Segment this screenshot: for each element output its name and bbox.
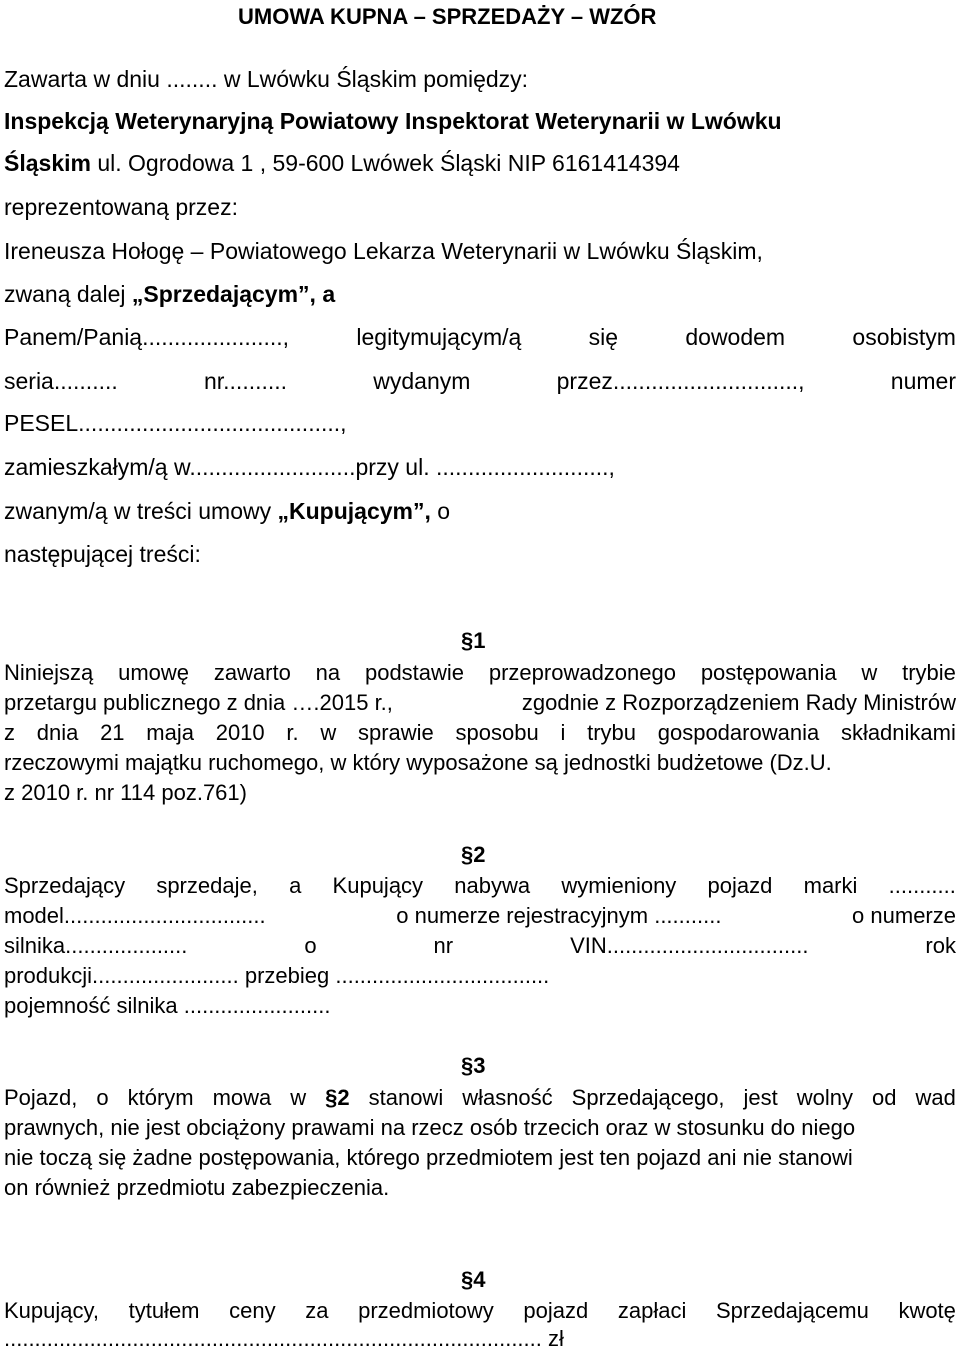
word: wydanym (373, 368, 471, 394)
word: dowodem (685, 324, 786, 350)
word: 21 (100, 720, 125, 745)
buyer-alias-line (4, 498, 450, 524)
word: przedmiotowy (358, 1298, 494, 1323)
id-series-line (4, 368, 956, 394)
word: w (861, 660, 878, 685)
word: się (588, 324, 619, 350)
seller-name-line: Inspekcją Weterynaryjną Powiatowy Inspektorat Weterynarii w Lwówku (4, 108, 782, 134)
section-4-heading: §4 (461, 1267, 486, 1292)
word: seria.......... (4, 368, 118, 394)
buyer-alias-suffix: o (430, 498, 451, 524)
word: sprzedaje, (156, 873, 258, 898)
word: z (4, 720, 15, 745)
section-2-line-1 (4, 873, 956, 899)
section-4-line-2: ........................................................................................ zł (4, 1326, 564, 1351)
section-3-line-2: prawnych, nie jest obciążony prawami na rzecz osób trzecich oraz w stosunku do niego (4, 1115, 856, 1140)
word: o (96, 1085, 109, 1110)
word: VIN................................. (570, 933, 809, 958)
word: gospodarowania (657, 720, 820, 745)
word: nr (433, 933, 454, 958)
word: którym (127, 1085, 194, 1110)
word: umowę (118, 660, 189, 685)
seller-alias-prefix: zwaną dalej (4, 281, 132, 307)
section-2-line-4: produkcji........................ przebieg ................................... (4, 963, 550, 988)
word: jest (743, 1085, 778, 1110)
word: Sprzedającego, (571, 1085, 725, 1110)
word: 2010 (215, 720, 265, 745)
word: marki (803, 873, 858, 898)
word: w (320, 720, 337, 745)
word: zawarto (213, 660, 291, 685)
word: Kupujący (332, 873, 424, 898)
intro-date-line: Zawarta w dniu ........ w Lwówku Śląskim pomiędzy: (4, 66, 529, 92)
word: podstawie (364, 660, 465, 685)
word: Pojazd, (4, 1085, 78, 1110)
section-2-line-3 (4, 933, 956, 959)
section-2-heading: §2 (461, 842, 486, 867)
seller-address: ul. Ogrodowa 1 , 59-600 Lwówek Śląski NIP 6161414394 (90, 150, 680, 176)
section-3-line-4: on również przedmiotu zabezpieczenia. (4, 1175, 390, 1200)
word: model................................. (4, 903, 266, 928)
word: legitymującym/ą (356, 324, 522, 350)
following-content-line: następującej treści: (4, 541, 201, 567)
word: Panem/Panią......................, (4, 324, 290, 350)
section-number: 2 (473, 842, 486, 867)
document-title: UMOWA KUPNA – SPRZEDAŻY – WZÓR (238, 4, 657, 29)
section-reference-bold: §2 (325, 1085, 350, 1110)
buyer-identity-line (4, 324, 956, 350)
word: r. (286, 720, 299, 745)
word: maja (146, 720, 194, 745)
word: o numerze rejestracyjnym ........... (396, 903, 722, 928)
word: w (290, 1085, 307, 1110)
word: o numerze (852, 903, 956, 928)
section-1-line-3 (4, 720, 956, 746)
section-3-line-1 (4, 1085, 956, 1111)
section-1-heading: §1 (461, 628, 486, 653)
section-1-line-2 (4, 690, 956, 716)
section-2-line-5: pojemność silnika ........................ (4, 993, 331, 1018)
word: stanowi (368, 1085, 444, 1110)
word: wymieniony (561, 873, 677, 898)
seller-alias-bold: „Sprzedającym”, a (131, 281, 336, 307)
section-1-line-4: rzeczowymi majątku ruchomego, w który wyposażone są jednostki budżetowe (Dz.U. (4, 750, 832, 775)
word: Niniejszą (4, 660, 94, 685)
word: trybu (587, 720, 636, 745)
word: zgodnie z Rozporządzeniem Rady Ministrów (521, 690, 956, 715)
word: silnika.................... (4, 933, 188, 958)
section-3-line-3: nie toczą się żadne postępowania, którego przedmiotem jest ten pojazd ani nie stanowi (4, 1145, 853, 1170)
section-2-line-2 (4, 903, 956, 929)
word: nabywa (454, 873, 531, 898)
section-number: 1 (473, 628, 486, 653)
word: sposobu (455, 720, 539, 745)
word: ........... (888, 873, 956, 898)
seller-address-line (4, 150, 680, 176)
word: a (289, 873, 302, 898)
word: rok (925, 933, 956, 958)
word: przetargu publicznego z dnia ….2015 r., (4, 690, 393, 715)
section-1-line-5: z 2010 r. nr 114 poz.761) (4, 780, 247, 805)
word: sprawie (357, 720, 434, 745)
word: przeprowadzonego (488, 660, 676, 685)
section-3-heading: §3 (461, 1053, 486, 1078)
word: wad (915, 1085, 956, 1110)
word: od (872, 1085, 897, 1110)
residence-line: zamieszkałym/ą w..........................przy ul. ..........................., (4, 454, 615, 480)
word: o (304, 933, 317, 958)
word: dnia (36, 720, 79, 745)
section-4-line-1 (4, 1298, 956, 1324)
word: postępowania (700, 660, 837, 685)
word: i (560, 720, 566, 745)
word: pojazd (523, 1298, 589, 1323)
word: pojazd (707, 873, 773, 898)
word: zapłaci (617, 1298, 687, 1323)
pesel-line: PESEL........................................., (4, 410, 347, 436)
word: Kupujący, (4, 1298, 99, 1323)
word: ceny (229, 1298, 276, 1323)
word: trybie (902, 660, 956, 685)
word: składnikami (840, 720, 956, 745)
word: numer (890, 368, 956, 394)
word: na (315, 660, 341, 685)
buyer-alias-prefix: zwanym/ą w treści umowy (4, 498, 278, 524)
buyer-alias-bold: „Kupującym”, (277, 498, 431, 524)
word: Sprzedający (4, 873, 126, 898)
word: mowa (212, 1085, 272, 1110)
word: kwotę (898, 1298, 956, 1323)
word: własność (462, 1085, 553, 1110)
representative-line: Ireneusza Hołogę – Powiatowego Lekarza Weterynarii w Lwówku Śląskim, (4, 238, 763, 264)
seller-city-bold: Śląskim (4, 150, 91, 176)
word: wolny (796, 1085, 854, 1110)
word: nr.......... (203, 368, 288, 394)
word: tytułem (128, 1298, 200, 1323)
section-number: 3 (473, 1053, 486, 1078)
seller-alias-line (4, 281, 335, 307)
word: osobistym (852, 324, 956, 350)
section-number: 4 (473, 1267, 486, 1292)
section-1-line-1 (4, 660, 956, 686)
word: przez............................., (556, 368, 805, 394)
word: za (305, 1298, 329, 1323)
represented-by-line: reprezentowaną przez: (4, 194, 238, 220)
word: Sprzedającemu (715, 1298, 869, 1323)
